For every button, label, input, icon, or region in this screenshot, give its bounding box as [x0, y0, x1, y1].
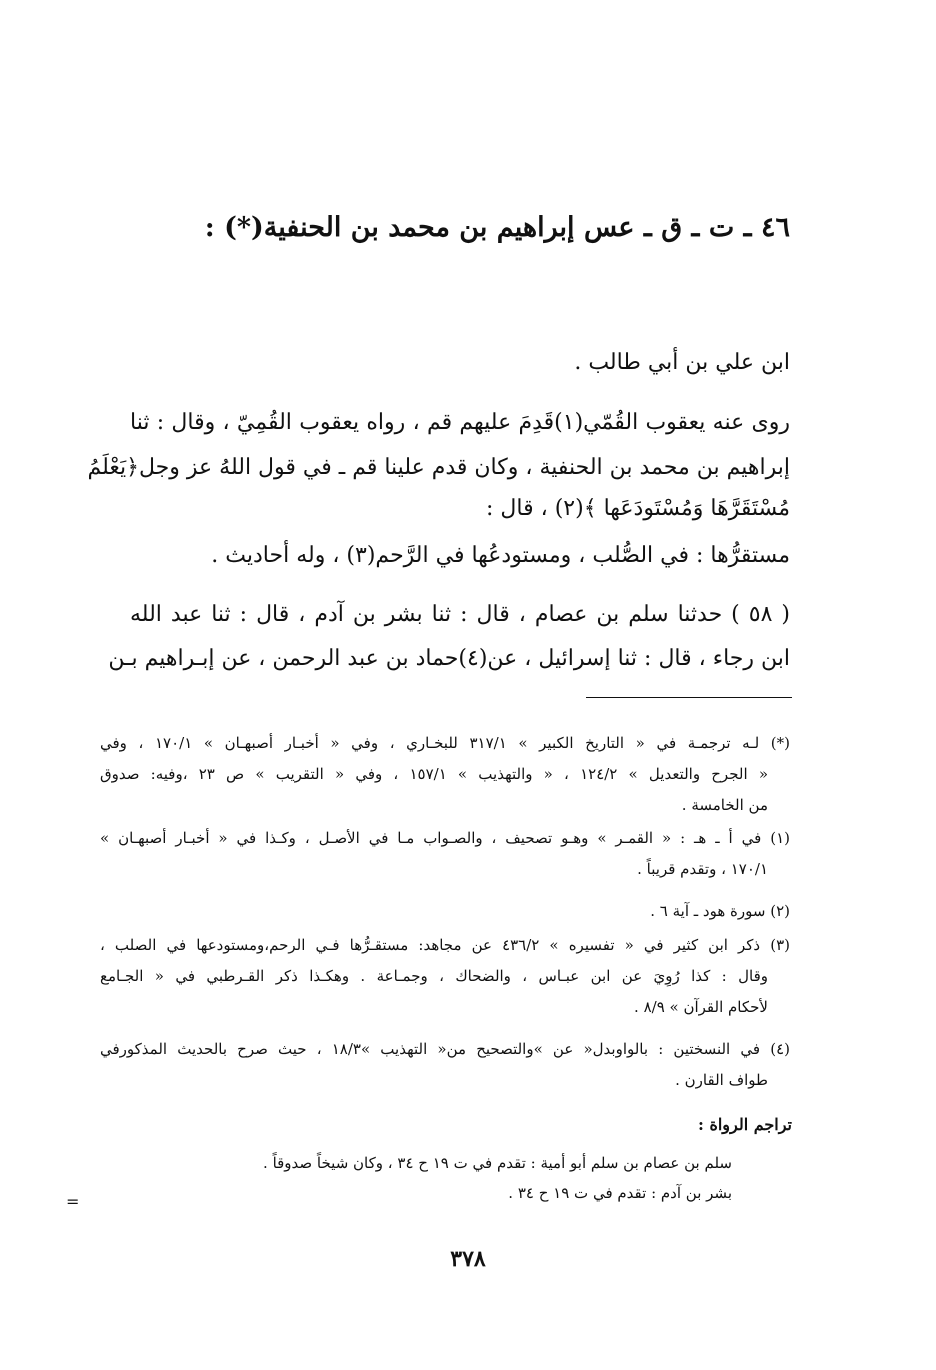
- body-line: إبراهيم بن محمد بن الحنفية ، وكان قدم علينا قم ـ في قول اللهُ عز وجل﴿يَعْلَمُ: [87, 455, 790, 480]
- footnote-line: (٤) في النسختين : بالواوبدل« عن »والتصحيح من« التهذيب »١٨/٣ ، حيث صرح بالحديث المذكورفي: [100, 1040, 790, 1058]
- footnote-line: وقال : كذا رُوِيَ عن ابن عبـاس ، والضحاك ، وجمـاعة . وهكـذا ذكر القـرطبي في « الجـامع: [100, 967, 768, 985]
- page-number: ٣٧٨: [450, 1246, 486, 1272]
- body-line: ابن علي بن أبي طالب .: [574, 350, 790, 375]
- body-line: مستقرُّها : في الصُّلب ، ومستودعُها في الرَّحم(٣) ، وله أحاديث .: [211, 543, 790, 568]
- footnote-separator: [586, 697, 792, 698]
- body-line: مُسْتَقَرَّهَا وَمُسْتَودَعَها ﴾(٢) ، قال :: [486, 496, 790, 521]
- margin-mark: =: [66, 1192, 80, 1211]
- body-line: ( ٥٨ ) حدثنا سلم بن عصام ، قال : ثنا بشر بن آدم ، قال : ثنا عبد الله: [130, 602, 790, 627]
- footnote-line: لأحكام القرآن » ٨/٩ .: [634, 998, 768, 1016]
- footnote-line: (٣) ذكر ابن كثير في « تفسيره » ٤٣٦/٢ عن مجاهد: مستقـرُّها فـي الرحم،ومستودعها في الصلب ،: [100, 936, 790, 954]
- footnote-line: (١) في أ ـ هـ : « القمـر » وهـو تصحيف ، والصـواب مـا في الأصـل ، وكـذا في « أخبـار أصبهـان »: [100, 829, 790, 847]
- footnote-line: طواف القارن .: [675, 1071, 768, 1089]
- narrator-line: بشر بن آدم : تقدم في ت ١٩ ح ٣٤ .: [508, 1184, 732, 1202]
- body-line: روى عنه يعقوب القُمّي(١)قَدِمَ عليهم قم ، رواه يعقوب القُمِيّ ، وقال : ثنا: [130, 410, 790, 435]
- body-line: ابن رجاء ، قال : ثنا إسرائيل ، عن(٤)حماد بن عبد الرحمن ، عن إبـراهيم بـن: [108, 646, 790, 671]
- narrator-line: سلم بن عصام بن سلم أبو أمية : تقدم في ت ١٩ ح ٣٤ ، وكان شيخاً صدوقاً .: [263, 1154, 732, 1172]
- footnote-line: (*) لـه ترجمـة في « التاريخ الكبير » ٣١٧/١ للبخـاري ، وفي « أخبـار أصبهـان » ١٧٠/١ ، وفي: [100, 734, 790, 752]
- footnote-line: ١٧٠/١ ، وتقدم قريباً .: [637, 860, 768, 878]
- entry-heading: ٤٦ ـ ت ـ ق ـ عس إبراهيم بن محمد بن الحنفية(*) :: [204, 212, 790, 243]
- footnote-line: « الجرح والتعديل » ١٢٤/٢ ، « والتهذيب » ١٥٧/١ ، وفي « التقريب » ص ٢٣ ،وفيه: صدوق: [100, 765, 768, 783]
- footnote-line: من الخامسة .: [681, 796, 768, 814]
- narrators-title: تراجم الرواة :: [697, 1115, 792, 1134]
- footnote-line: (٢) سورة هود ـ آية ٦ .: [650, 902, 790, 920]
